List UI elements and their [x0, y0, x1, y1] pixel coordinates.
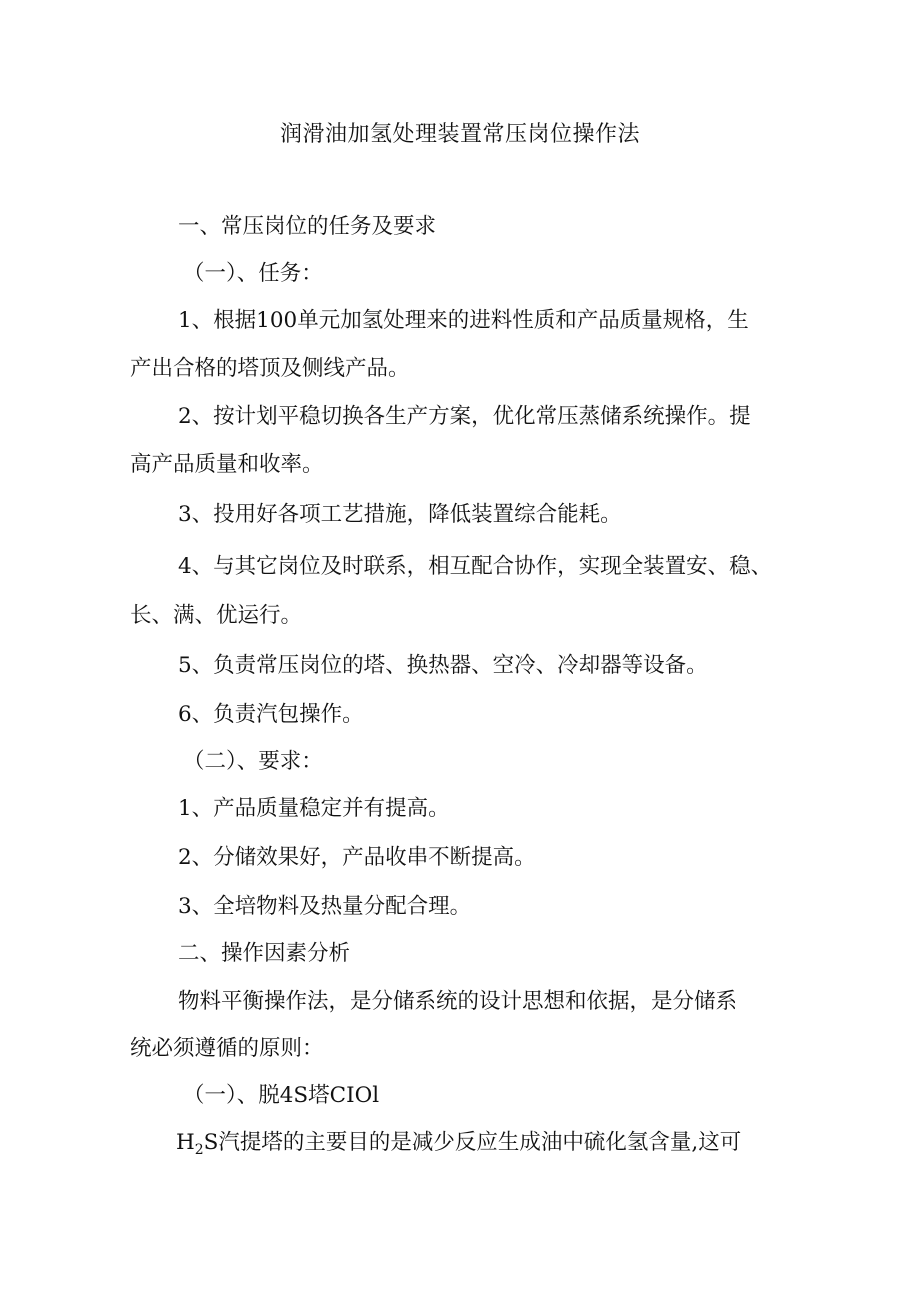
paragraph-line: 长、满、优运行。 [130, 603, 303, 628]
formula-h: H [176, 1130, 195, 1155]
paragraph-text: S汽提塔的主要目的是减少反应生成油中硫化氢含量,这可 [203, 1130, 742, 1155]
paragraph-line [176, 1127, 741, 1161]
paragraph-line: 5、负责常压岗位的塔、换热器、空冷、冷却器等设备。 [178, 653, 708, 678]
paragraph-line: 1、产品质量稳定并有提高。 [178, 796, 450, 821]
subsection-heading-tasks: （一）、任务： [183, 261, 323, 286]
subsection-heading-requirements: （二）、要求： [183, 749, 323, 774]
paragraph-line: 2、按计划平稳切换各生产方案，优化常压蒸储系统操作。提 [178, 404, 751, 429]
paragraph-line: 3、全培物料及热量分配合理。 [178, 894, 472, 919]
paragraph-line: 统必须遵循的原则： [130, 1036, 324, 1061]
paragraph-line: 6、负责汽包操作。 [178, 702, 364, 727]
document-title: 润滑油加氢处理装置常压岗位操作法 [279, 122, 640, 147]
section-heading-2: 二、操作因素分析 [178, 941, 351, 966]
paragraph-line: 2、分储效果好，产品收串不断提高。 [178, 845, 536, 870]
subsection-heading-tower: （一）、脱4S塔CIOl [183, 1083, 380, 1108]
paragraph-line: 高产品质量和收率。 [130, 452, 324, 477]
section-heading-1: 一、常压岗位的任务及要求 [178, 214, 437, 239]
formula-subscript: 2 [194, 1142, 204, 1158]
paragraph-line: 产出合格的塔顶及侧线产品。 [130, 356, 410, 381]
paragraph-line: 物料平衡操作法，是分储系统的设计思想和依据，是分储系 [178, 989, 738, 1014]
paragraph-line: 4、与其它岗位及时联系，相互配合协作，实现全装置安、稳、 [178, 554, 773, 579]
paragraph-line: 3、投用好各项工艺措施，降低装置综合能耗。 [178, 502, 622, 527]
paragraph-line: 1、根据100单元加氢处理来的进料性质和产品质量规格，生 [178, 308, 749, 333]
